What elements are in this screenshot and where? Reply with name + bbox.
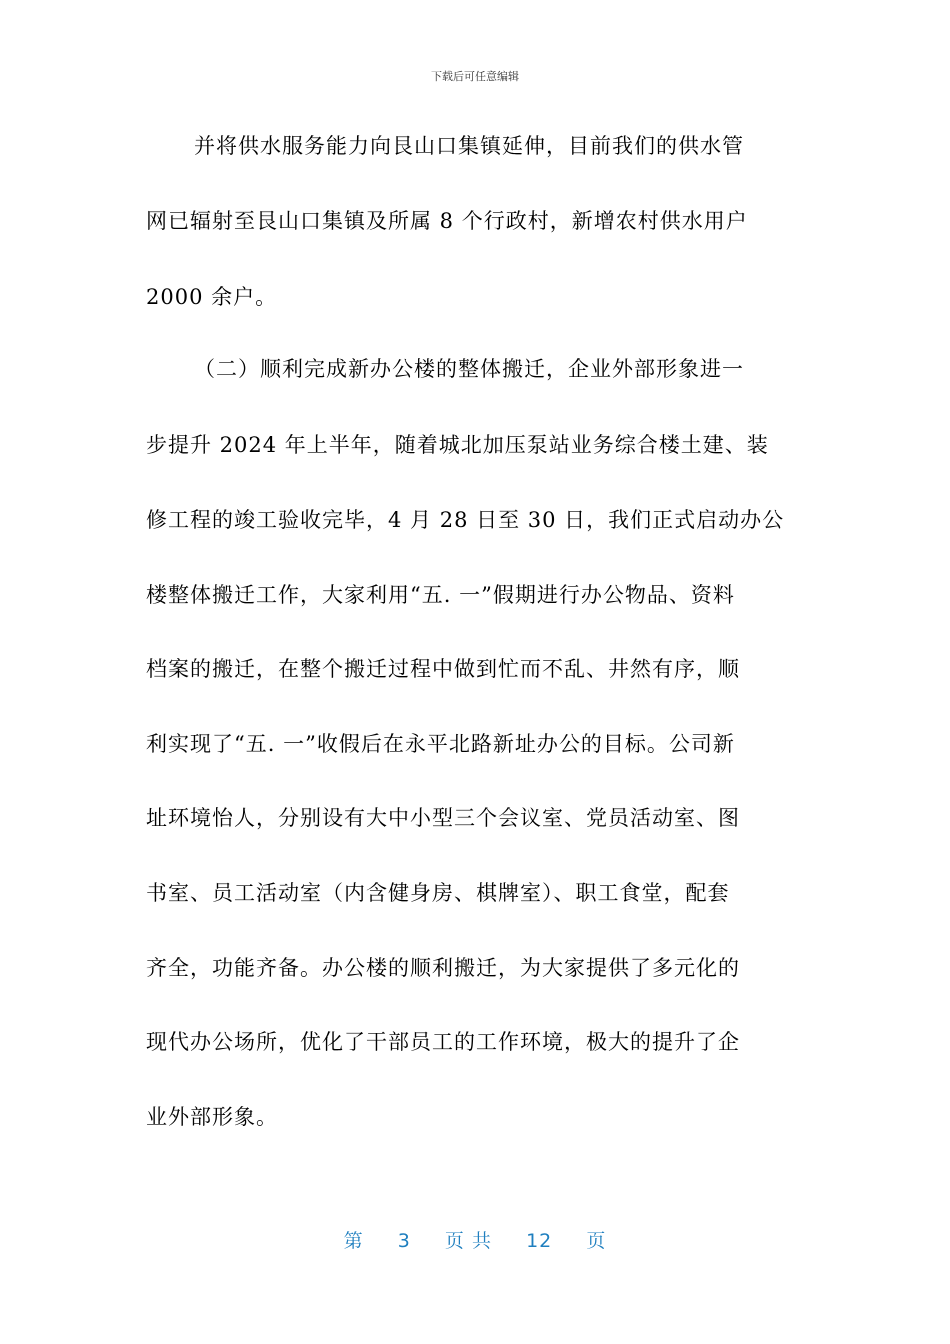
text-line-7: 楼整体搬迁工作，大家利用“五. 一”假期进行办公物品、资料 xyxy=(146,583,735,607)
text-line-14: 业外部形象。 xyxy=(146,1105,278,1129)
text-line-5: 步提升 2024 年上半年，随着城北加压泵站业务综合楼土建、装 xyxy=(146,433,769,457)
text-line-9: 利实现了“五. 一”收假后在永平北路新址办公的目标。公司新 xyxy=(146,732,735,756)
text-line-1: 并将供水服务能力向艮山口集镇延伸，目前我们的供水管 xyxy=(194,134,744,158)
text-line-3: 2000 余户。 xyxy=(146,285,278,309)
header-note: 下载后可任意编辑 xyxy=(431,70,519,83)
text-line-13: 现代办公场所，优化了干部员工的工作环境，极大的提升了企 xyxy=(146,1030,740,1054)
total-pages-number: 12 xyxy=(526,1230,553,1252)
text-line-4: （二）顺利完成新办公楼的整体搬迁，企业外部形象进一 xyxy=(194,357,744,381)
text-line-11: 书室、员工活动室（内含健身房、棋牌室）、职工食堂，配套 xyxy=(146,881,730,905)
text-line-2: 网已辐射至艮山口集镇及所属 8 个行政村，新增农村供水用户 xyxy=(146,209,748,233)
text-line-12: 齐全，功能齐备。办公楼的顺利搬迁，为大家提供了多元化的 xyxy=(146,956,740,980)
text-line-6: 修工程的竣工验收完毕，4 月 28 日至 30 日，我们正式启动办公 xyxy=(146,508,785,532)
page-footer xyxy=(0,1226,950,1253)
current-page-number: 3 xyxy=(397,1230,411,1252)
text-line-10: 址环境怡人，分别设有大中小型三个会议室、党员活动室、图 xyxy=(146,806,740,830)
footer-suffix: 页 xyxy=(586,1230,607,1252)
footer-middle: 页 共 xyxy=(444,1230,492,1252)
text-line-8: 档案的搬迁，在整个搬迁过程中做到忙而不乱、井然有序，顺 xyxy=(146,657,740,681)
footer-prefix: 第 xyxy=(343,1230,364,1252)
